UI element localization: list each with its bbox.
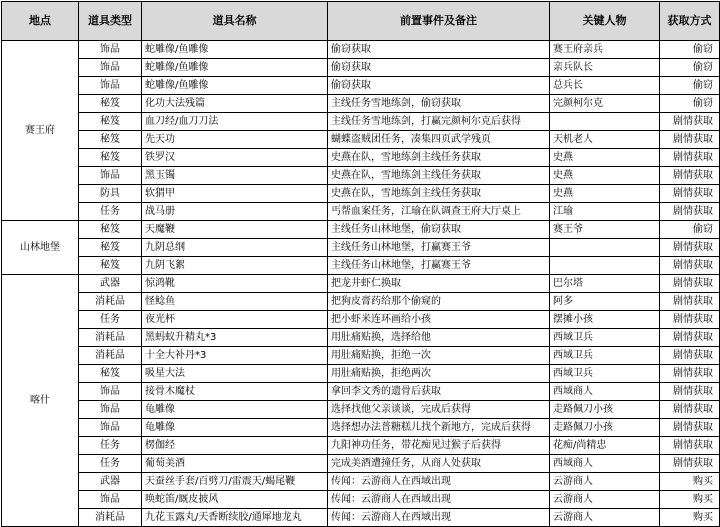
type-cell: 任务	[79, 311, 142, 329]
type-cell: 秘笈	[79, 239, 142, 257]
header-location: 地点	[2, 2, 79, 41]
method-cell: 剧情获取	[660, 419, 720, 437]
event-cell: 主线任务雪地练剑，偷窃获取	[328, 95, 550, 113]
type-cell: 秘笈	[79, 113, 142, 131]
item-name-cell: 吸星大法	[142, 365, 328, 383]
table-header-row	[2, 2, 720, 41]
event-cell: 用肚痛贴换，拒绝两次	[328, 365, 550, 383]
event-cell: 史燕在队，雪地练剑主线任务获取	[328, 149, 550, 167]
table-row	[2, 95, 720, 113]
type-cell: 任务	[79, 455, 142, 473]
person-cell: 亲兵队长	[550, 59, 660, 77]
type-cell: 消耗品	[79, 293, 142, 311]
person-cell: 阿多	[550, 293, 660, 311]
item-name-cell: 九阴飞絮	[142, 257, 328, 275]
person-cell: 西域卫兵	[550, 365, 660, 383]
type-cell: 消耗品	[79, 329, 142, 347]
item-name-cell: 铁罗汉	[142, 149, 328, 167]
item-name-cell: 惊鸿靴	[142, 275, 328, 293]
method-cell: 剧情获取	[660, 131, 720, 149]
event-cell: 主线任务山林地堡，打赢赛王爷	[328, 239, 550, 257]
table-row	[2, 311, 720, 329]
event-cell: 偷窃获取	[328, 41, 550, 59]
type-cell: 饰品	[79, 383, 142, 401]
method-cell: 剧情获取	[660, 149, 720, 167]
table-row	[2, 221, 720, 239]
header-event: 前置事件及备注	[328, 2, 550, 41]
person-cell: 西域卫兵	[550, 329, 660, 347]
type-cell: 秘笈	[79, 95, 142, 113]
item-name-cell: 蛇雕像/鱼雕像	[142, 77, 328, 95]
table-row	[2, 77, 720, 95]
method-cell: 偷窃	[660, 59, 720, 77]
person-cell: 云游商人	[550, 491, 660, 509]
method-cell: 剧情获取	[660, 239, 720, 257]
item-name-cell: 唤蛇笛/厩皮披风	[142, 491, 328, 509]
table-row	[2, 131, 720, 149]
person-cell: 云游商人	[550, 509, 660, 527]
method-cell: 购买	[660, 491, 720, 509]
item-name-cell: 战马册	[142, 203, 328, 221]
type-cell: 饰品	[79, 41, 142, 59]
type-cell: 消耗品	[79, 509, 142, 527]
item-name-cell: 天魔鞭	[142, 221, 328, 239]
table-body	[2, 41, 720, 527]
header-type: 道具类型	[79, 2, 142, 41]
item-name-cell: 先天功	[142, 131, 328, 149]
type-cell: 秘笈	[79, 149, 142, 167]
location-cell: 赛王府	[2, 41, 79, 221]
item-name-cell: 九花玉露丸/天香断续胶/通犀地龙丸	[142, 509, 328, 527]
table-row	[2, 59, 720, 77]
event-cell: 完成美酒遭撞任务，从商人处获取	[328, 455, 550, 473]
person-cell: 史燕	[550, 185, 660, 203]
table-row	[2, 239, 720, 257]
event-cell: 用肚痛贴换，选择给他	[328, 329, 550, 347]
item-name-cell: 黑玉镯	[142, 167, 328, 185]
method-cell: 剧情获取	[660, 365, 720, 383]
event-cell: 偷窃获取	[328, 77, 550, 95]
item-name-cell: 蛇雕像/鱼雕像	[142, 41, 328, 59]
item-name-cell: 十全大补丹*3	[142, 347, 328, 365]
item-name-cell: 夜光杯	[142, 311, 328, 329]
event-cell: 主线任务山林地堡，打赢赛王爷	[328, 257, 550, 275]
table-row	[2, 41, 720, 59]
method-cell: 偷窃	[660, 77, 720, 95]
type-cell: 武器	[79, 275, 142, 293]
item-name-cell: 血刀经/血刀刀法	[142, 113, 328, 131]
event-cell: 把龙井虾仁换取	[328, 275, 550, 293]
event-cell: 用肚痛贴换，拒绝一次	[328, 347, 550, 365]
method-cell: 偷窃	[660, 41, 720, 59]
table-row	[2, 257, 720, 275]
item-name-cell: 黑蚂蚁升精丸*3	[142, 329, 328, 347]
method-cell: 剧情获取	[660, 329, 720, 347]
person-cell: 史燕	[550, 167, 660, 185]
event-cell: 主线任务雪地练剑，打赢完颜柯尔克后获得	[328, 113, 550, 131]
type-cell: 秘笈	[79, 365, 142, 383]
method-cell: 剧情获取	[660, 347, 720, 365]
person-cell: 巴尔塔	[550, 275, 660, 293]
type-cell: 饰品	[79, 419, 142, 437]
person-cell: 西域卫兵	[550, 347, 660, 365]
person-cell: 花痴/尚精忠	[550, 437, 660, 455]
table-row	[2, 509, 720, 527]
person-cell: 摆摊小孩	[550, 311, 660, 329]
table-row	[2, 455, 720, 473]
method-cell: 剧情获取	[660, 257, 720, 275]
table-row	[2, 329, 720, 347]
type-cell: 任务	[79, 203, 142, 221]
method-cell: 剧情获取	[660, 185, 720, 203]
method-cell: 剧情获取	[660, 113, 720, 131]
event-cell: 史燕在队，雪地练剑主线任务获取	[328, 185, 550, 203]
item-name-cell: 龟雕像	[142, 419, 328, 437]
table-row	[2, 365, 720, 383]
item-name-cell: 龟雕像	[142, 401, 328, 419]
table-row	[2, 203, 720, 221]
method-cell: 剧情获取	[660, 401, 720, 419]
item-name-cell: 蛇雕像/鱼雕像	[142, 59, 328, 77]
type-cell: 武器	[79, 473, 142, 491]
item-name-cell: 化功大法残篇	[142, 95, 328, 113]
table-row	[2, 473, 720, 491]
method-cell: 偷窃	[660, 221, 720, 239]
type-cell: 秘笈	[79, 257, 142, 275]
type-cell: 饰品	[79, 77, 142, 95]
event-cell: 选择想办法普糖糕儿找个新地方，完成后获得	[328, 419, 550, 437]
event-cell: 九阳神功任务，带花痴见过猴子后获得	[328, 437, 550, 455]
event-cell: 传闻：云游商人在西域出现	[328, 491, 550, 509]
method-cell: 剧情获取	[660, 383, 720, 401]
table-row	[2, 113, 720, 131]
event-cell: 偷窃获取	[328, 59, 550, 77]
event-cell: 史燕在队，雪地练剑主线任务获取	[328, 167, 550, 185]
item-name-cell: 接骨木魔杖	[142, 383, 328, 401]
table-row	[2, 167, 720, 185]
person-cell: 云游商人	[550, 473, 660, 491]
header-person: 关键人物	[550, 2, 660, 41]
event-cell: 蝴蝶盗贼团任务，凑集四页武学残页	[328, 131, 550, 149]
event-cell: 拿回李文秀的遗骨后获取	[328, 383, 550, 401]
type-cell: 防具	[79, 185, 142, 203]
type-cell: 饰品	[79, 59, 142, 77]
method-cell: 剧情获取	[660, 293, 720, 311]
table-row	[2, 383, 720, 401]
event-cell: 把小虾米连环画给小孩	[328, 311, 550, 329]
item-name-cell: 葡萄美酒	[142, 455, 328, 473]
person-cell: 西域商人	[550, 455, 660, 473]
table-row	[2, 401, 720, 419]
person-cell: 赛王爷	[550, 221, 660, 239]
method-cell: 剧情获取	[660, 311, 720, 329]
header-name: 道具名称	[142, 2, 328, 41]
person-cell: 赛王府亲兵	[550, 41, 660, 59]
person-cell: 走路佩刀小孩	[550, 401, 660, 419]
header-method: 获取方式	[660, 2, 720, 41]
type-cell: 饰品	[79, 167, 142, 185]
type-cell: 饰品	[79, 491, 142, 509]
table-row	[2, 347, 720, 365]
person-cell	[550, 113, 660, 131]
event-cell: 传闻：云游商人在西域出现	[328, 509, 550, 527]
event-cell: 把狗皮膏药给那个偷窥的	[328, 293, 550, 311]
method-cell: 偷窃	[660, 95, 720, 113]
item-name-cell: 软猬甲	[142, 185, 328, 203]
type-cell: 消耗品	[79, 347, 142, 365]
person-cell	[550, 239, 660, 257]
location-cell: 山林地堡	[2, 221, 79, 275]
table-row	[2, 275, 720, 293]
event-cell: 丐帮血案任务，江瑜在队调查王府大厅桌上	[328, 203, 550, 221]
person-cell	[550, 257, 660, 275]
table-row	[2, 185, 720, 203]
table-row	[2, 437, 720, 455]
person-cell: 江瑜	[550, 203, 660, 221]
person-cell: 总兵长	[550, 77, 660, 95]
method-cell: 剧情获取	[660, 275, 720, 293]
type-cell: 任务	[79, 437, 142, 455]
person-cell: 天机老人	[550, 131, 660, 149]
person-cell: 西域商人	[550, 383, 660, 401]
person-cell: 完颜柯尔克	[550, 95, 660, 113]
table-row	[2, 149, 720, 167]
item-name-cell: 怪鲶鱼	[142, 293, 328, 311]
event-cell: 选择找他父亲谈谈，完成后获得	[328, 401, 550, 419]
type-cell: 饰品	[79, 401, 142, 419]
table-row	[2, 293, 720, 311]
type-cell: 秘笈	[79, 131, 142, 149]
method-cell: 购买	[660, 509, 720, 527]
table-row	[2, 419, 720, 437]
person-cell: 走路佩刀小孩	[550, 419, 660, 437]
event-cell: 主线任务山林地堡，偷窃获取	[328, 221, 550, 239]
type-cell: 秘笈	[79, 221, 142, 239]
table-row	[2, 491, 720, 509]
method-cell: 剧情获取	[660, 455, 720, 473]
location-cell: 喀什	[2, 275, 79, 527]
method-cell: 购买	[660, 473, 720, 491]
event-cell: 传闻：云游商人在西域出现	[328, 473, 550, 491]
person-cell: 史燕	[550, 149, 660, 167]
item-name-cell: 天蚕丝手套/百劈刀/雷震天/蝎尾鞭	[142, 473, 328, 491]
item-name-cell: 九阴总纲	[142, 239, 328, 257]
method-cell: 剧情获取	[660, 437, 720, 455]
item-table	[1, 1, 720, 527]
method-cell: 剧情获取	[660, 167, 720, 185]
method-cell: 剧情获取	[660, 203, 720, 221]
item-name-cell: 楞伽经	[142, 437, 328, 455]
